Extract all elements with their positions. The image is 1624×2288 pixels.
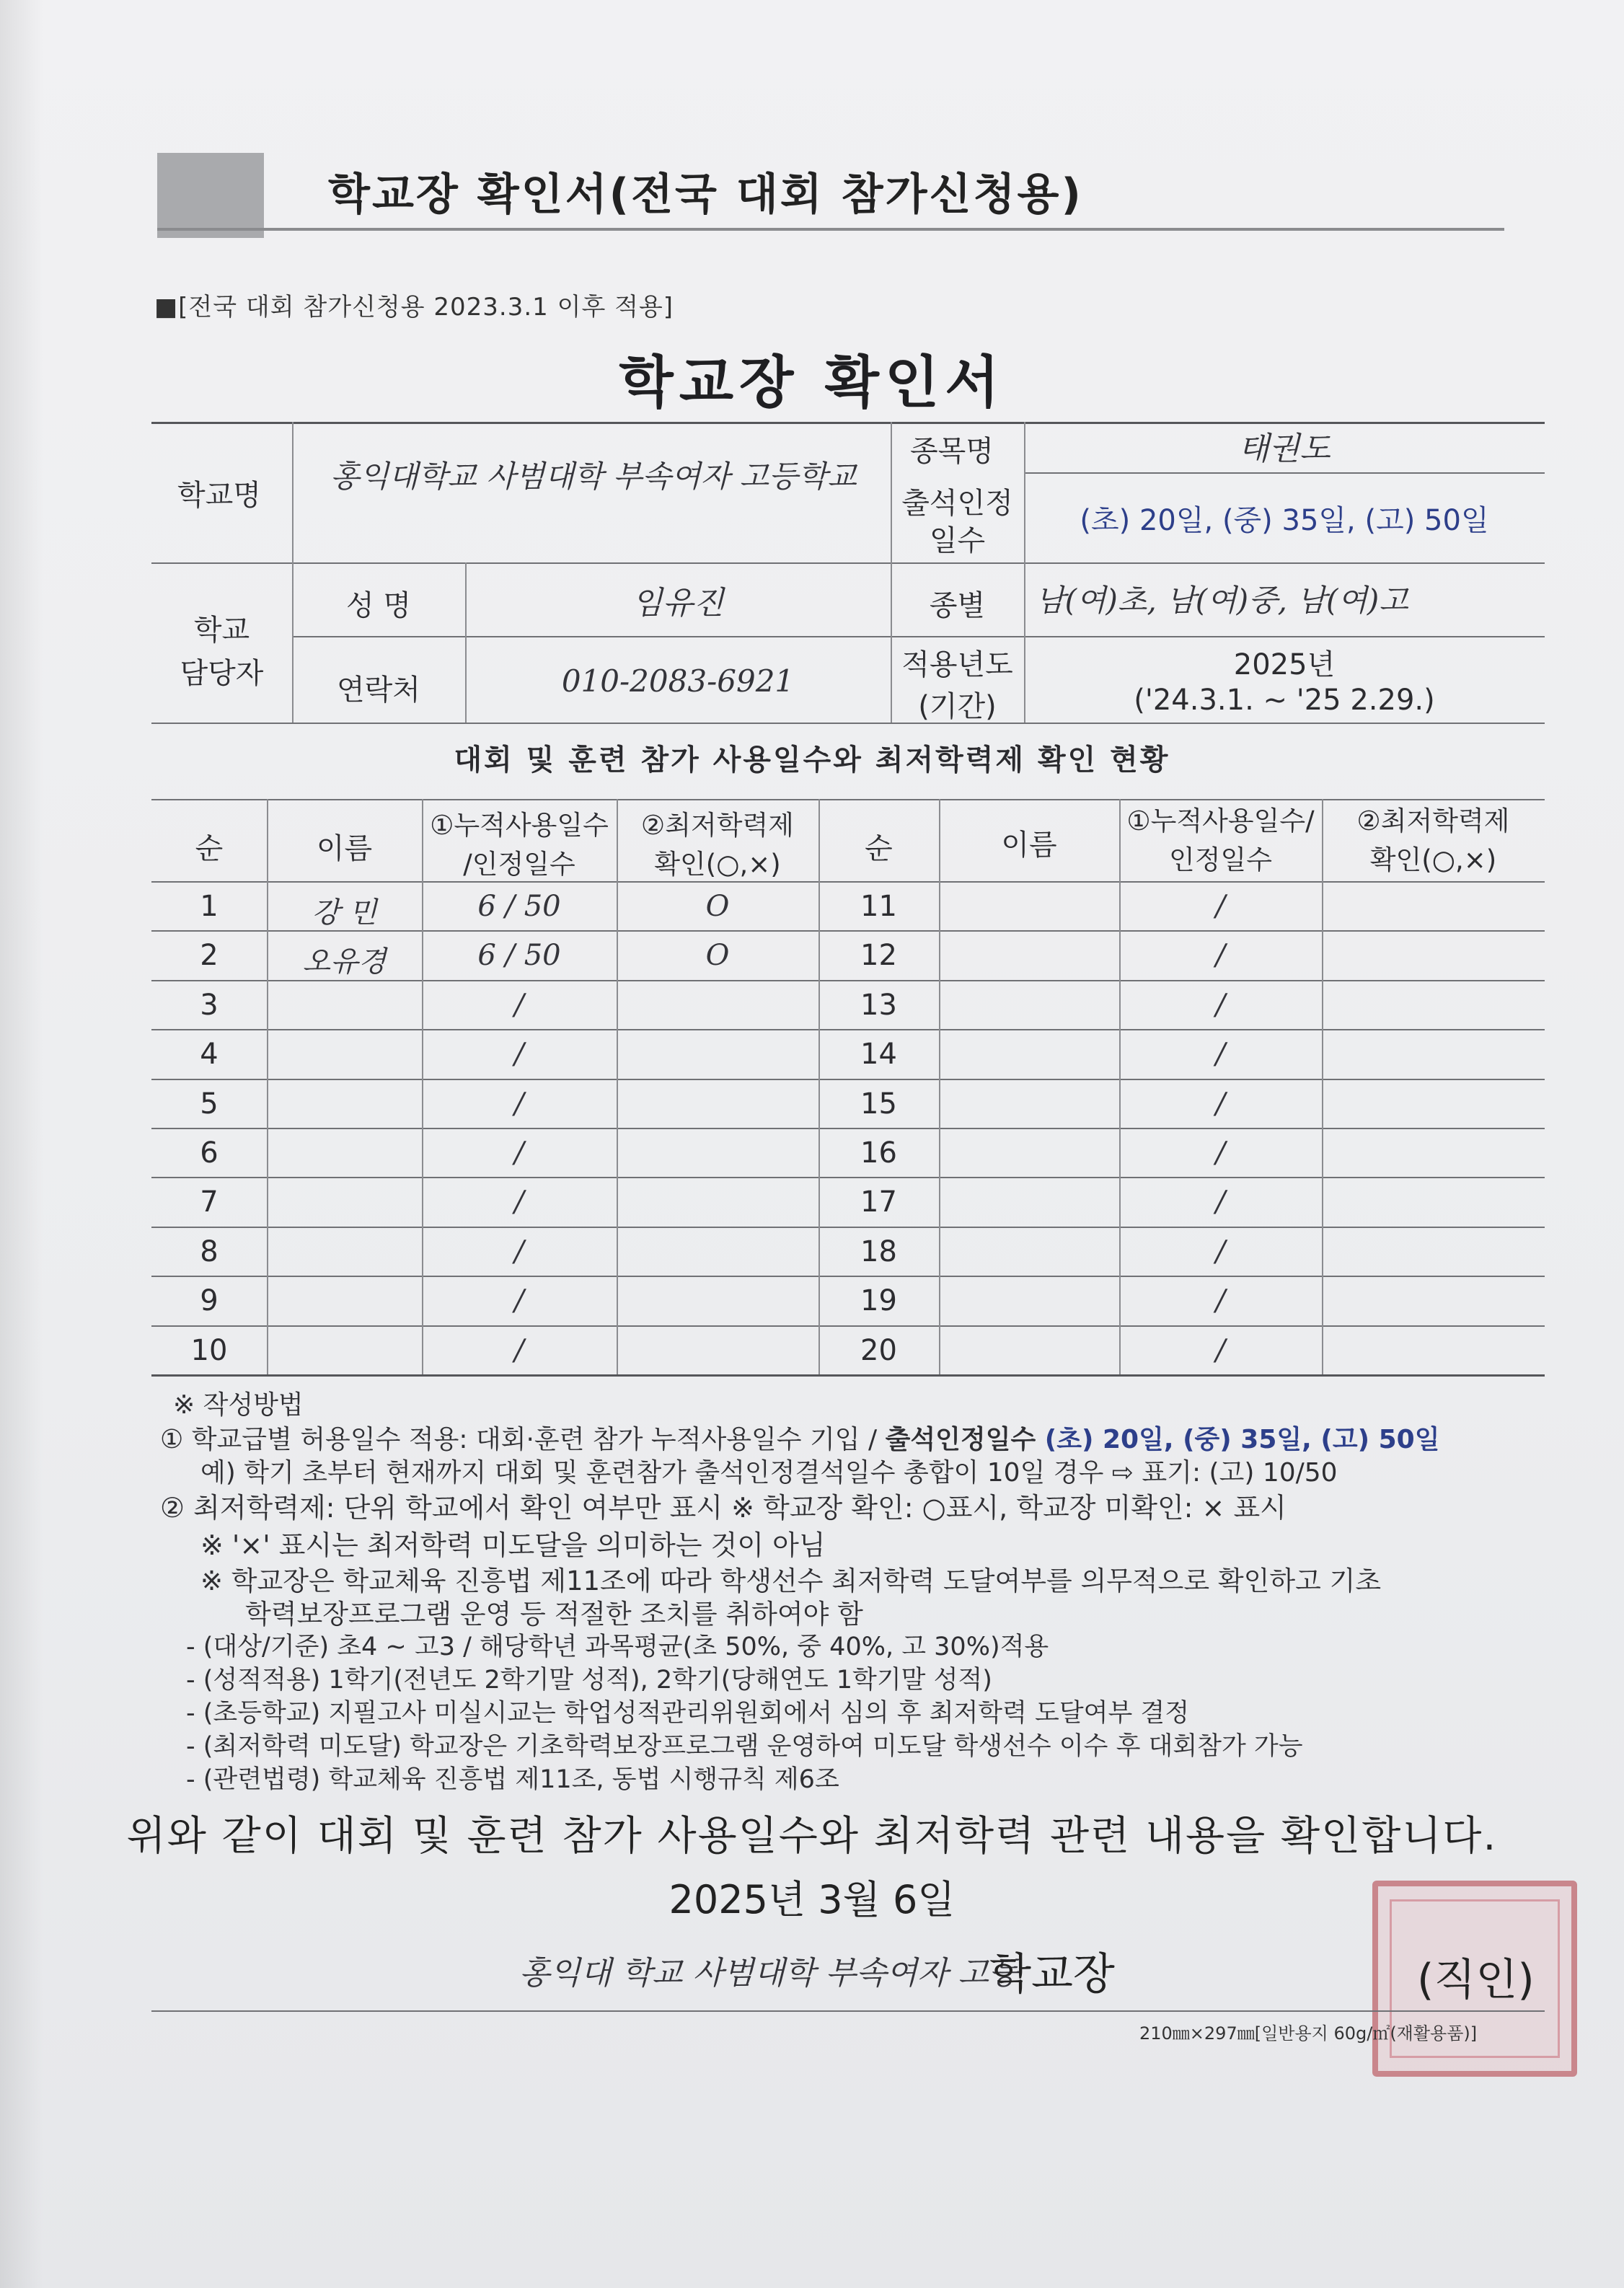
row-days: 6 / 50 (477, 939, 561, 972)
header-days-right-2: 인정일수 (1169, 844, 1272, 875)
info-rule (292, 636, 1545, 637)
header-title: 학교장 확인서(전국 대회 참가신청용) (328, 169, 1083, 220)
signature-title: 학교장 (989, 1949, 1115, 2000)
table-col-line (939, 799, 940, 1374)
row-no-right: 20 (860, 1334, 897, 1367)
row-name: 강 민 (312, 896, 377, 929)
row-no-right: 18 (860, 1235, 897, 1268)
row-check: O (705, 890, 730, 923)
row-days: / (514, 1334, 524, 1367)
note-1-example: 예) 학기 초부터 현재까지 대회 및 훈련참가 출석인정결석일수 총합이 10일 경우 ⇨ 표기: (고) 10/50 (200, 1458, 1338, 1488)
header-no-right: 순 (865, 832, 893, 865)
table-col-line (617, 799, 618, 1374)
table-row-rule (151, 1177, 1545, 1178)
year-value: 2025년 (1233, 648, 1336, 681)
detail-2: - (성적적용) 1학기(전년도 2학기말 성적), 2학기(당해연도 1학기말 성적) (186, 1666, 992, 1695)
note-2-b1: ※ 학교장은 학교체육 진흥법 제11조에 따라 학생선수 최저학력 도달여부를 의무적으로 확인하고 기초 (200, 1565, 1382, 1596)
table-row-rule (151, 1029, 1545, 1030)
row-no-right: 11 (860, 890, 897, 923)
note-1-days: (초) 20일, (중) 35일, (고) 50일 (1036, 1425, 1440, 1454)
row-days-right: / (1215, 1038, 1226, 1071)
school-label: 학교명 (177, 479, 261, 512)
row-name: 오유경 (302, 945, 387, 979)
row-days-right: / (1215, 1235, 1226, 1268)
row-no-right: 15 (860, 1087, 897, 1121)
manager-label-2: 담당자 (180, 657, 264, 690)
header-days-1: ①누적사용일수 (430, 810, 609, 841)
row-days-right: / (1215, 1284, 1226, 1317)
year-label-2: (기간) (918, 690, 997, 723)
row-days-right: / (1215, 1185, 1226, 1219)
contact-value: 010-2083-6921 (561, 663, 795, 699)
gender-value: 남(여)초, 남(여)중, 남(여)고 (1036, 583, 1408, 618)
row-no-right: 17 (860, 1185, 897, 1219)
note-1-text: ① 학교급별 허용일수 적용: 대회·훈련 참가 누적사용일수 기입 / (160, 1425, 886, 1454)
row-no: 2 (200, 939, 219, 972)
header-name: 이름 (316, 832, 373, 865)
row-no-right: 14 (860, 1038, 897, 1071)
row-no: 6 (200, 1136, 219, 1170)
header-name-right: 이름 (1001, 829, 1057, 862)
row-days-right: / (1215, 1334, 1226, 1367)
table-row-rule (151, 1325, 1545, 1327)
row-days: / (514, 1284, 524, 1317)
header-check-1: ②최저학력제 (641, 810, 794, 841)
header-check-right-1: ②최저학력제 (1356, 805, 1510, 836)
days-label-1: 출석인정 (901, 487, 1013, 520)
table-col-line (1322, 799, 1323, 1374)
row-no-right: 13 (860, 989, 897, 1022)
name-value: 임유진 (632, 585, 724, 622)
detail-3: - (초등학교) 지필고사 미실시교는 학업성적관리위원회에서 심의 후 최저학력 도달여부 결정 (186, 1699, 1190, 1728)
table-header-rule (151, 881, 1545, 883)
row-no: 3 (200, 989, 219, 1022)
row-days: / (514, 1087, 524, 1121)
row-days: / (514, 989, 524, 1022)
table-bottom-rule (151, 1374, 1545, 1377)
note-1 (160, 1419, 1439, 1456)
name-label: 성 명 (346, 589, 411, 622)
info-rule (151, 723, 1545, 724)
event-value: 태권도 (1238, 430, 1330, 467)
row-days-right: / (1215, 890, 1226, 923)
note-2-b2: 학력보장프로그램 운영 등 적절한 조치를 취하여야 함 (245, 1599, 863, 1630)
attendance-days-value: (초) 20일, (중) 35일, (고) 50일 (1080, 504, 1489, 537)
footer-rule (151, 2010, 1545, 2012)
gender-label: 종별 (929, 589, 986, 622)
row-days: 6 / 50 (477, 890, 561, 923)
row-no: 4 (200, 1038, 219, 1071)
row-no-right: 19 (860, 1284, 897, 1317)
signed-date: 2025년 3월 6일 (668, 1877, 956, 1922)
header-check-right-2: 확인(○,×) (1369, 844, 1497, 875)
row-no-right: 16 (860, 1136, 897, 1170)
signature-school-name: 홍익대 학교 사범대학 부속여자 고등 (519, 1955, 1020, 1992)
detail-5: - (관련법령) 학교체육 진흥법 제11조, 동법 시행규칙 제6조 (186, 1765, 839, 1794)
application-note: ■[전국 대회 참가신청용 2023.3.1 이후 적용] (154, 293, 674, 322)
row-days: / (514, 1136, 524, 1170)
table-row-rule (151, 980, 1545, 981)
row-days-right: / (1215, 1136, 1226, 1170)
notes-heading: ※ 작성방법 (173, 1390, 304, 1420)
header-check-2: 확인(○,×) (654, 849, 781, 880)
table-row-rule (151, 1079, 1545, 1080)
row-days-right: / (1215, 1087, 1226, 1121)
row-no: 10 (190, 1334, 228, 1367)
paper-spec-footnote: 210㎜×297㎜[일반용지 60g/㎡(재활용품)] (1139, 2023, 1478, 2044)
header-days-2: /인정일수 (463, 849, 575, 880)
confirmation-statement: 위와 같이 대회 및 훈련 참가 사용일수와 최저학력 관련 내용을 확인합니다. (126, 1813, 1498, 1860)
row-no: 9 (200, 1284, 219, 1317)
row-days: / (514, 1235, 524, 1268)
detail-4: - (최저학력 미도달) 학교장은 기초학력보장프로그램 운영하여 미도달 학생선수 이수 후 대회참가 가능 (186, 1732, 1303, 1761)
row-days-right: / (1215, 939, 1226, 972)
header-rule (157, 228, 1504, 231)
school-value: 홍익대학교 사범대학 부속여자 고등학교 (330, 459, 857, 494)
table-col-line (267, 799, 268, 1374)
event-label: 종목명 (910, 435, 994, 468)
table-row-rule (151, 1227, 1545, 1228)
row-days-right: / (1215, 989, 1226, 1022)
row-check: O (705, 939, 730, 972)
seal-label: (직인) (1417, 1955, 1535, 2005)
note-2: ② 최저학력제: 단위 학교에서 확인 여부만 표시 ※ 학교장 확인: ○표시, 학교장 미확인: × 표시 (160, 1492, 1287, 1524)
contact-label: 연락처 (337, 673, 420, 707)
row-no-right: 12 (860, 939, 897, 972)
note-1-emphasis: 출석인정일수 (885, 1425, 1036, 1454)
header-no: 순 (195, 832, 224, 865)
row-no: 8 (200, 1235, 219, 1268)
info-rule (1024, 472, 1545, 474)
row-no: 1 (200, 890, 219, 923)
year-label-1: 적용년도 (901, 648, 1013, 681)
header-gray-box (157, 153, 264, 238)
days-label-2: 일수 (929, 524, 986, 557)
document-title: 학교장 확인서 (619, 350, 1005, 415)
row-no: 5 (200, 1087, 219, 1121)
note-2-a: ※ '×' 표시는 최저학력 미도달을 의미하는 것이 아님 (200, 1529, 826, 1561)
info-rule (151, 562, 1545, 564)
manager-label-1: 학교 (193, 614, 250, 647)
section-title: 대회 및 훈련 참가 사용일수와 최저학력제 확인 현황 (454, 743, 1170, 777)
period-value: ('24.3.1. ~ '25 2.29.) (1134, 684, 1435, 717)
table-row-rule (151, 1128, 1545, 1129)
header-days-right-1: ①누적사용일수/ (1126, 805, 1315, 836)
table-row-rule (151, 1276, 1545, 1277)
detail-1: - (대상/기준) 초4 ~ 고3 / 해당학년 과목평균(초 50%, 중 40%, 고 30%)적용 (186, 1633, 1049, 1661)
row-no: 7 (200, 1185, 219, 1219)
row-days: / (514, 1038, 524, 1071)
row-days: / (514, 1185, 524, 1219)
